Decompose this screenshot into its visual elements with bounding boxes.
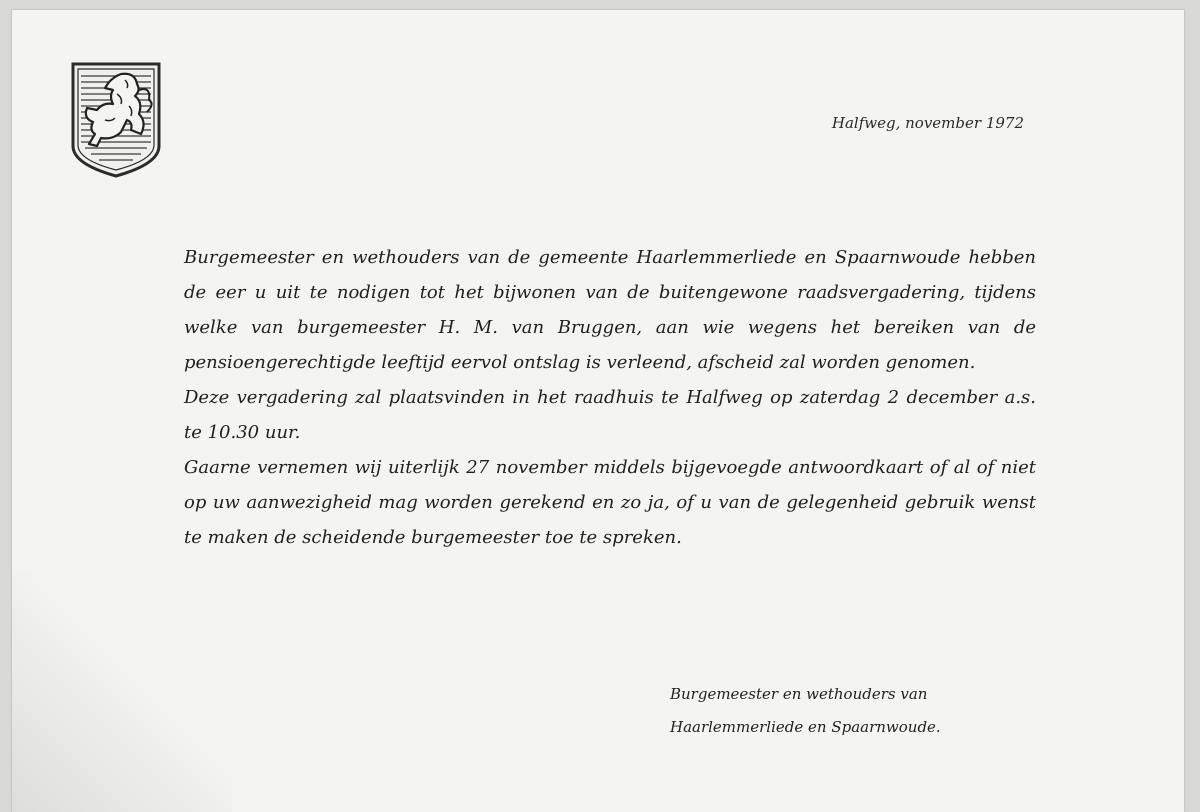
invitation-paragraph: Burgemeester en wethouders van de gemeente Haarlemmerliede en Spaarnwoude hebben de eer u uit te nodigen tot het bijwonen van de buitengewone raadsvergadering, tijdens welke van burgemeester H. M. van Bruggen, aan wie wegens het bereiken van de pensioengerechtigde leeftijd eervol ontslag is verleend, afscheid zal worden genomen. [184,247,1036,373]
signature-block [670,678,941,744]
meeting-details-paragraph: Deze vergadering zal plaatsvinden in het raadhuis te Halfweg op zaterdag 2 december a.s. te 10.30 uur. [184,387,1036,443]
signature-line: Haarlemmerliede en Spaarnwoude. [670,718,941,736]
document-date: Halfweg, november 1972 [831,114,1024,132]
lion-coat-of-arms-icon [69,60,163,180]
invitation-card [12,10,1184,812]
invitation-body [184,240,1036,555]
signature-line: Burgemeester en wethouders van [670,685,928,703]
rsvp-paragraph: Gaarne vernemen wij uiterlijk 27 november middels bijgevoegde antwoordkaart of al of niet op uw aanwezigheid mag worden gerekend en zo ja, of u van de gelegenheid gebruik wenst te maken de scheidende burgemeester toe te spreken. [184,457,1036,548]
